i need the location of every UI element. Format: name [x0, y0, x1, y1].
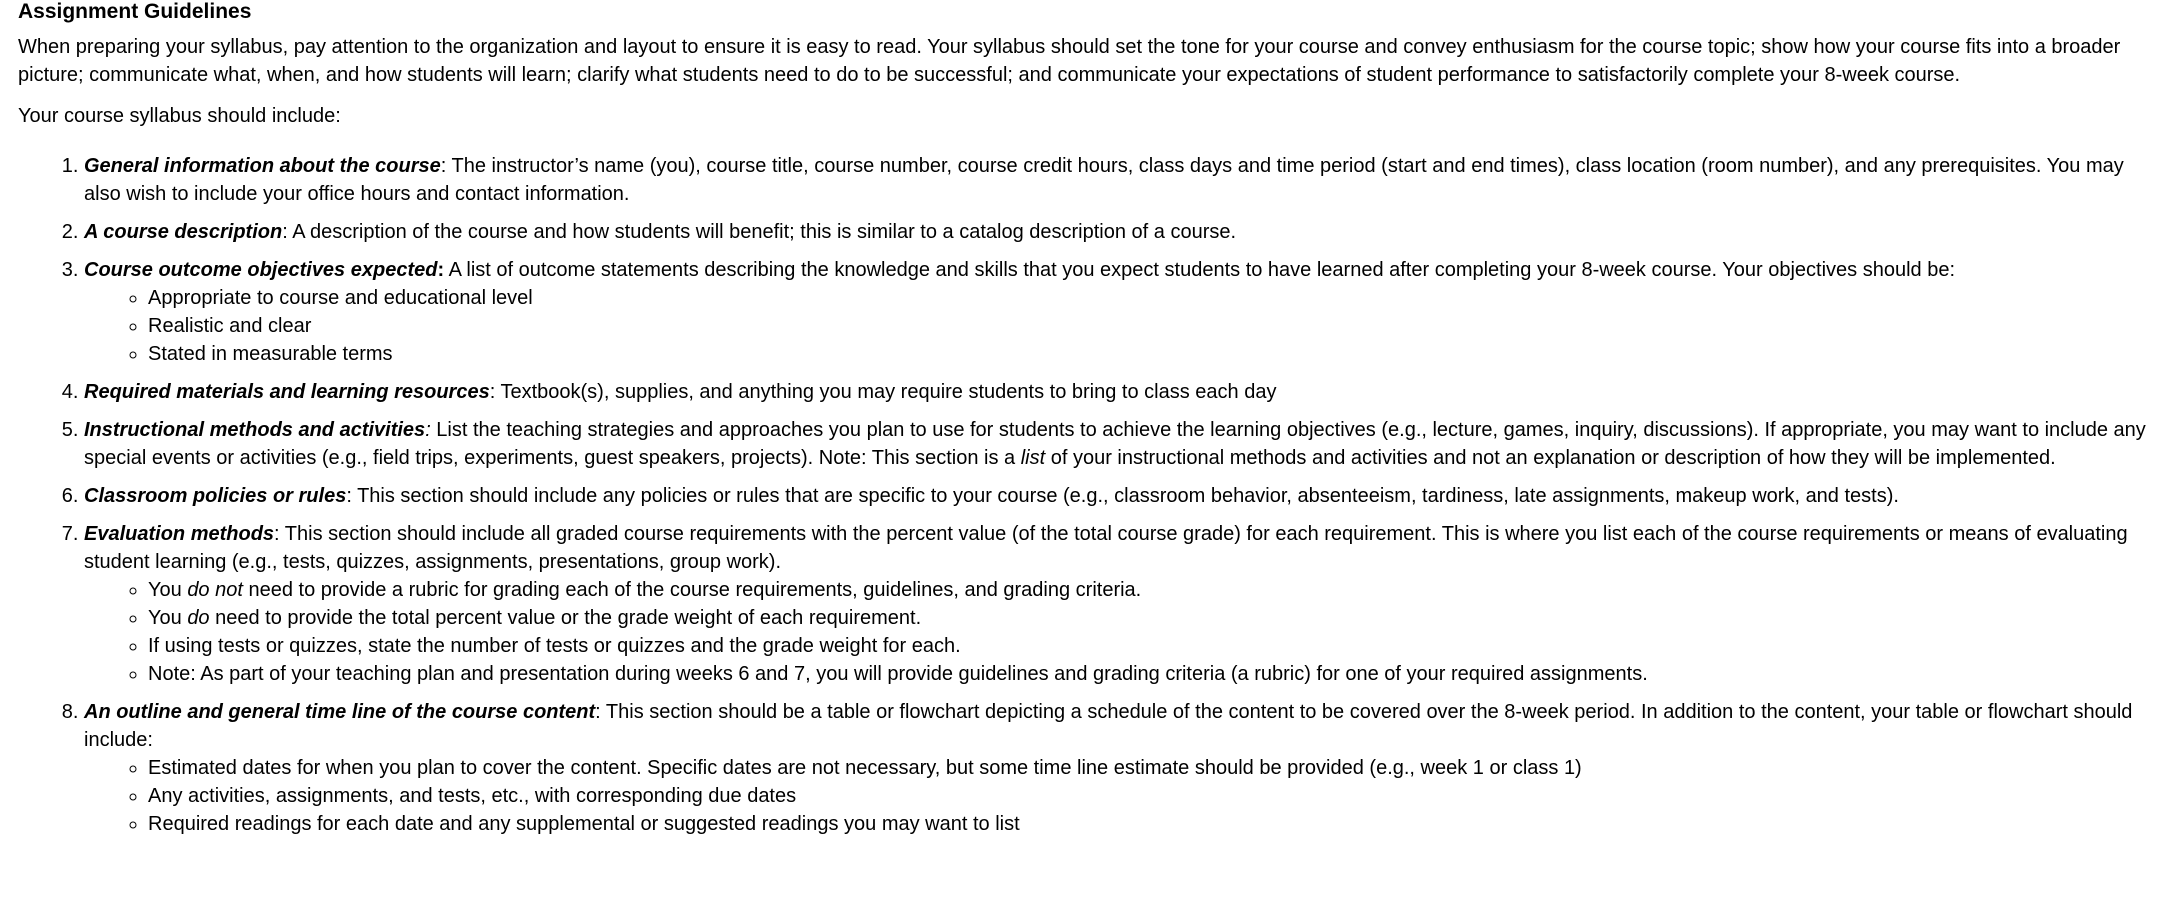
item-lead: A course description — [84, 221, 283, 243]
include-intro-paragraph: Your course syllabus should include: — [18, 105, 341, 127]
item-separator: : — [425, 419, 431, 441]
list-item-evaluation-methods — [84, 520, 2162, 688]
objectives-sublist — [84, 284, 2162, 368]
item-text: A list of outcome statements describing the knowledge and skills that you expect students to have learned after completing your 8-week course. Your objectives should be: — [444, 259, 1956, 281]
sublist-emphasis: do not — [187, 579, 243, 601]
item-separator: : — [274, 523, 280, 545]
item-text: Textbook(s), supplies, and anything you may require students to bring to class each day — [495, 381, 1277, 403]
item-lead: Evaluation methods — [84, 523, 275, 545]
intro-paragraph: When preparing your syllabus, pay attention to the organization and layout to ensure it is easy to read. Your syllabus should set the tone for your course and convey enthusiasm for the course topic; show how your course fits into a broader picture; communicate what, when, and how students will learn; clarify what students need to do to be successful; and communicate your expectations of student performance to satisfactorily complete your 8-week course. — [18, 36, 2121, 86]
sublist-text: You — [148, 607, 188, 629]
list-item-outcome-objectives — [84, 256, 2162, 368]
item-separator: : — [440, 155, 447, 177]
item-emphasis: list — [1020, 447, 1046, 469]
sublist-item: ◦ Estimated dates for when you plan to cover the content. Specific dates are not necessary, but some time line estimate should be provided (e.g., week 1 or class 1) — [148, 754, 2162, 782]
list-item-instructional-methods — [84, 416, 2162, 472]
sublist-item — [148, 632, 2162, 660]
item-text: This section should include any policies or rules that are specific to your course (e.g., classroom behavior, absenteeism, tardiness, late assignments, makeup work, and tests). — [351, 485, 1899, 507]
sublist-item: ◦ Stated in measurable terms — [148, 340, 2162, 368]
item-lead: Classroom policies or rules — [84, 485, 347, 507]
sublist-item: ◦ Appropriate to course and educational level — [148, 284, 2162, 312]
item-separator: : — [437, 259, 445, 281]
page-title: Assignment Guidelines — [18, 0, 252, 23]
sublist-item: ◦ Realistic and clear — [148, 312, 2162, 340]
item-lead: General information about the course — [84, 155, 441, 177]
item-separator: : — [595, 701, 601, 723]
item-lead: Instructional methods and activities — [84, 419, 426, 441]
sublist-item — [148, 576, 2162, 604]
item-lead: An outline and general time line of the course content — [84, 701, 596, 723]
sublist-text-after: need to provide a rubric for grading each of the course requirements, guidelines, and grading criteria. — [242, 579, 1142, 601]
item-text: This section should include all graded course requirements with the percent value (of the total course grade) for each requirement. This is where you list each of the course requirements or means of evaluating student learning (e.g., tests, quizzes, assignments, presentations, group work). — [84, 523, 2128, 573]
item-separator: : — [282, 221, 288, 243]
list-item-classroom-policies — [84, 482, 2162, 510]
item-lead: Course outcome objectives expected — [84, 259, 438, 281]
sublist-item — [148, 604, 2162, 632]
item-text: This section should be a table or flowchart depicting a schedule of the content to be covered over the 8-week period. In addition to the content, your table or flowchart should include: — [84, 701, 2133, 751]
sublist-item: ◦ Required readings for each date and any supplemental or suggested readings you may want to list — [148, 810, 2162, 838]
item-separator: : — [346, 485, 352, 507]
sublist-item: ◦ Any activities, assignments, and tests, etc., with corresponding due dates — [148, 782, 2162, 810]
sublist-emphasis: do — [187, 607, 210, 629]
sublist-text: If using tests or quizzes, state the number of tests or quizzes and the grade weight for each. — [148, 635, 961, 657]
outline-sublist — [84, 754, 2162, 838]
sublist-item — [148, 660, 2162, 688]
sublist-text: Note: As part of your teaching plan and presentation during weeks 6 and 7, you will provide guidelines and grading criteria (a rubric) for one of your required assignments. — [148, 663, 1648, 685]
item-text: The instructor’s name (you), course title, course number, course credit hours, class days and time period (start and end times), class location (room number), and any prerequisites. You may also wish to include your office hours and contact information. — [84, 155, 2124, 205]
item-text: List the teaching strategies and approaches you plan to use for students to achieve the learning objectives (e.g., lecture, games, inquiry, discussions). If appropriate, you may want to include any special events or activities (e.g., field trips, experiments, guest speakers, projects). Note: This section is a — [84, 419, 2146, 469]
list-item-general-information — [84, 152, 2162, 208]
item-lead: Required materials and learning resources — [84, 381, 490, 403]
item-text-after: of your instructional methods and activities and not an explanation or description of how they will be implemented. — [1045, 447, 2056, 469]
list-item-course-description — [84, 218, 2162, 246]
item-text: A description of the course and how students will benefit; this is similar to a catalog description of a course. — [287, 221, 1237, 243]
sublist-text: You — [148, 579, 188, 601]
requirements-list — [18, 152, 2162, 838]
sublist-text-after: need to provide the total percent value or the grade weight of each requirement. — [209, 607, 922, 629]
evaluation-sublist — [84, 576, 2162, 688]
list-item-course-outline — [84, 698, 2162, 838]
list-item-required-materials — [84, 378, 2162, 406]
item-separator: : — [489, 381, 496, 403]
